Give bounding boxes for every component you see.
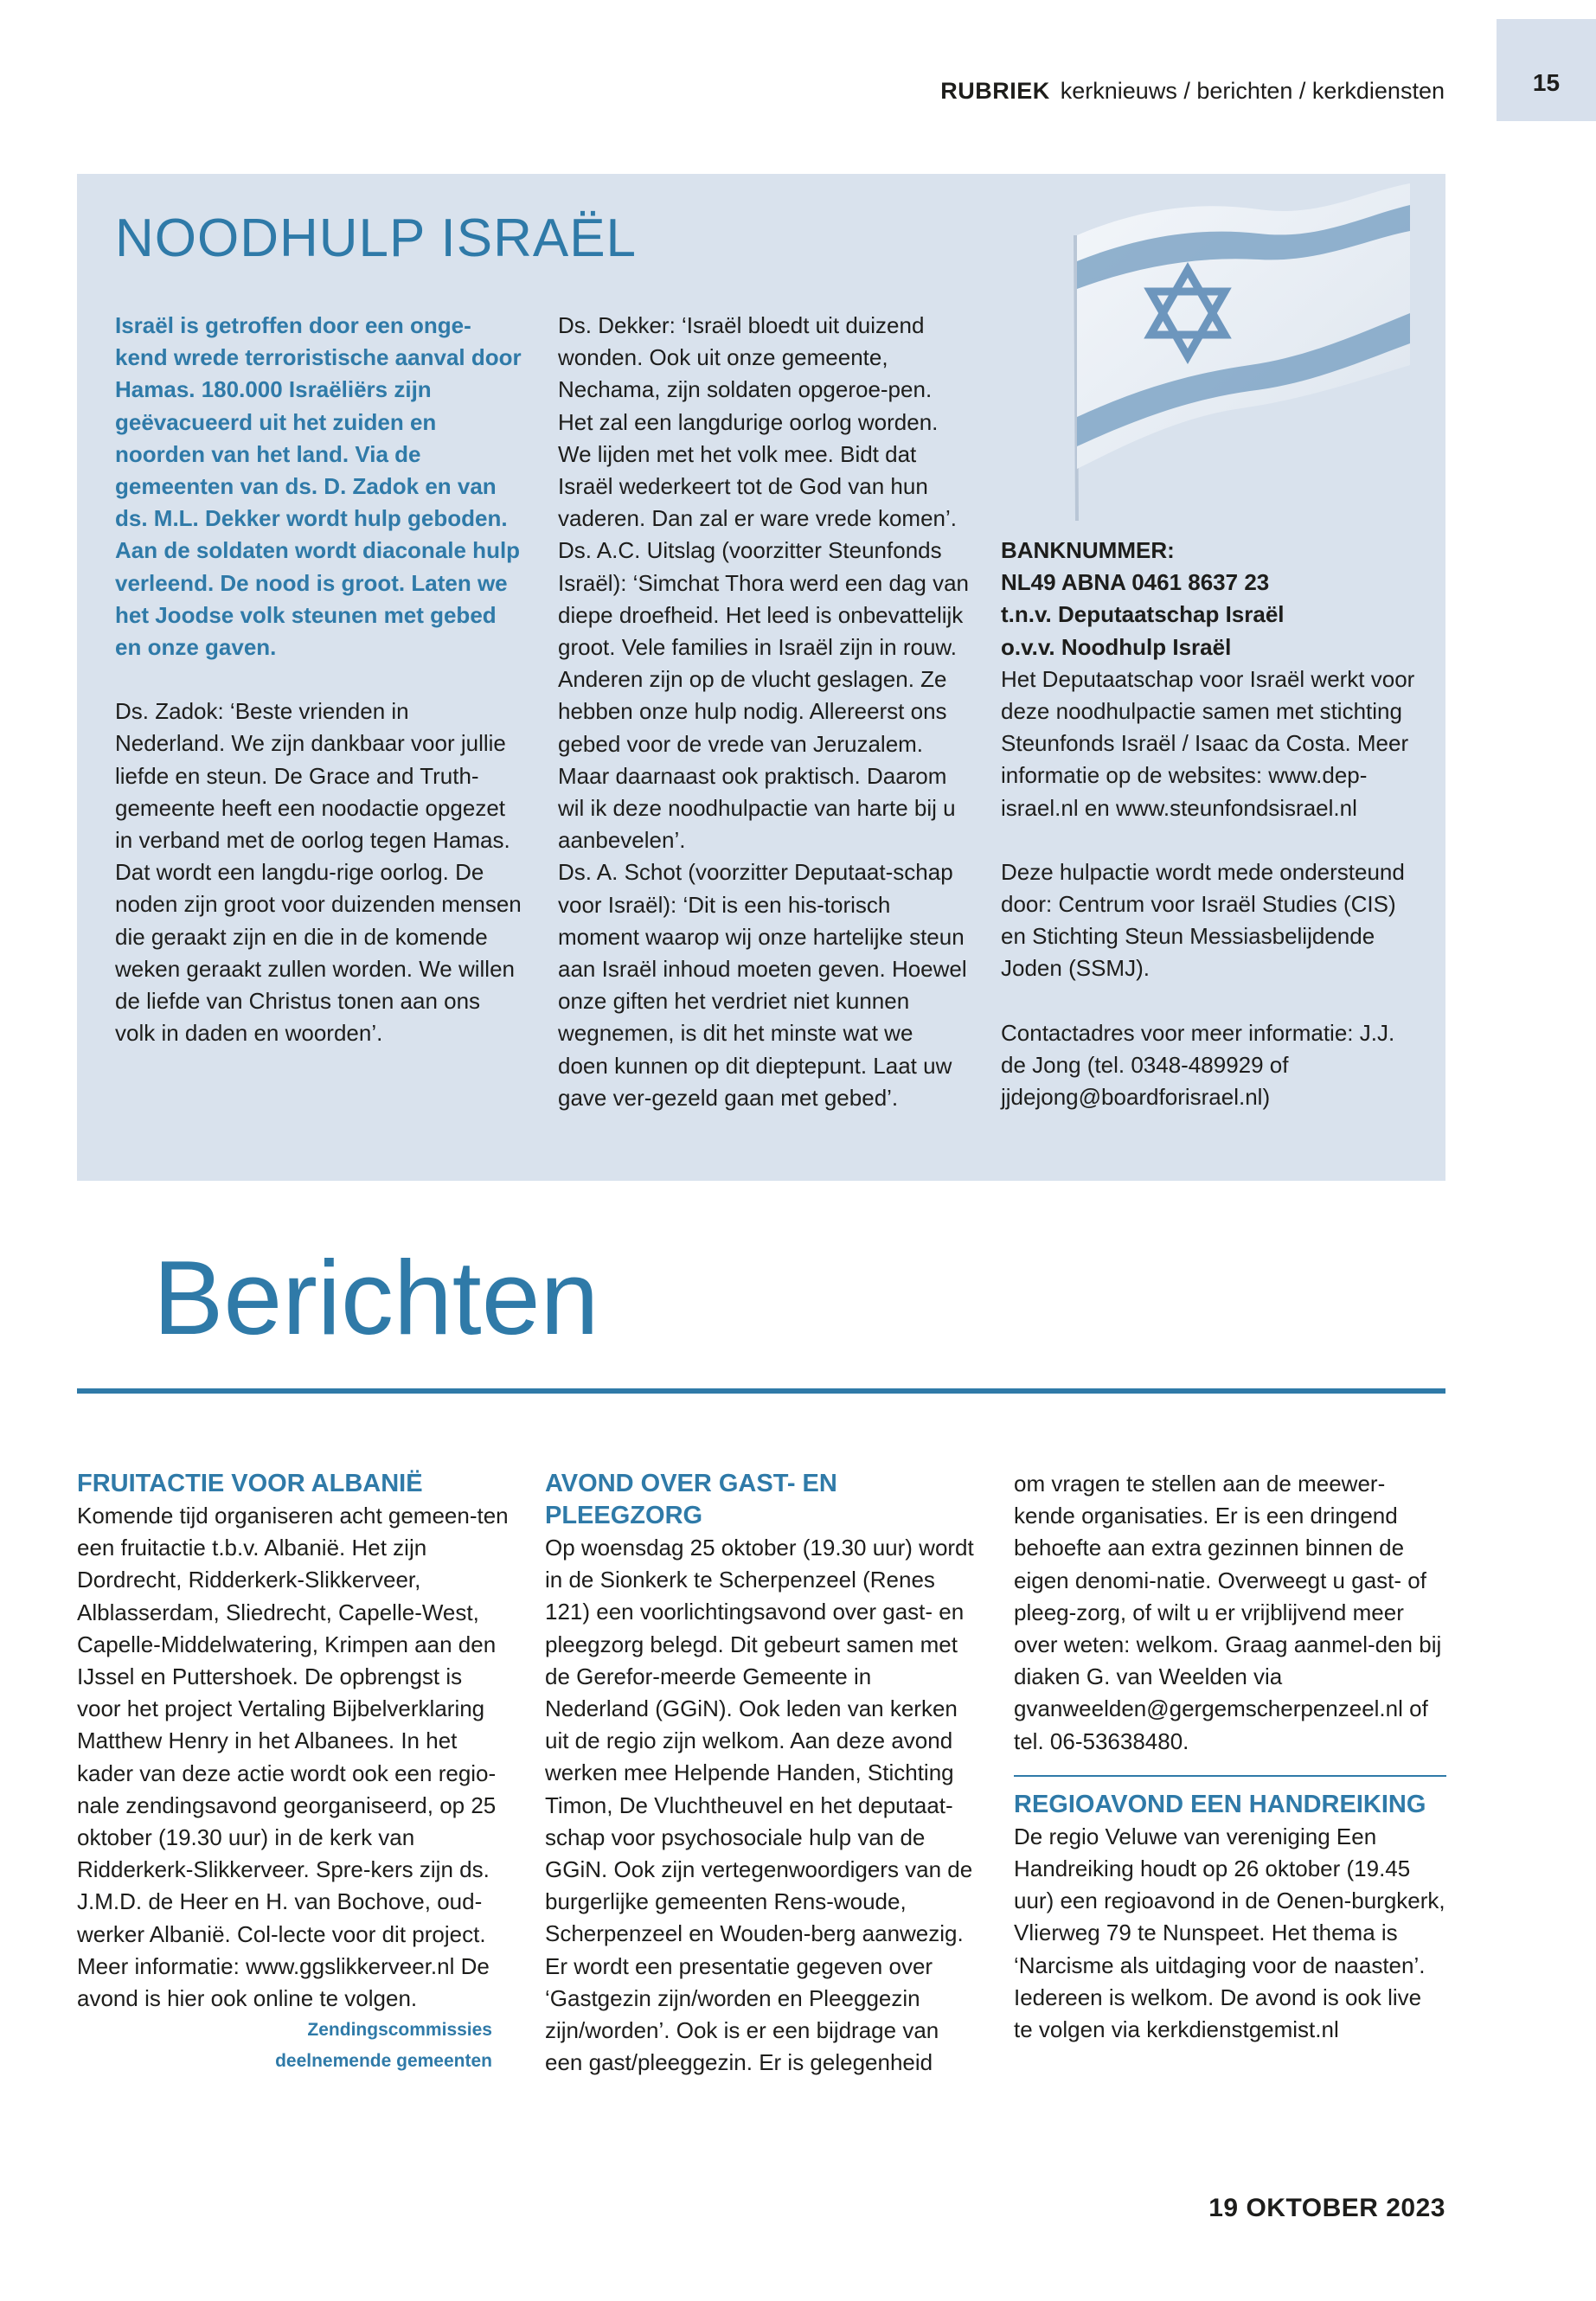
noodhulp-column-2: [558, 310, 969, 1114]
berichten-column-3: [1014, 1468, 1446, 2046]
noodhulp-column-1: [115, 310, 522, 1049]
bank-tnv: t.n.v. Deputaatschap Israël: [1001, 601, 1285, 628]
section-header: [865, 78, 1445, 105]
avond-heading: AVOND OVER GAST- EN PLEEGZORG: [545, 1470, 837, 1529]
avond-text-continued: om vragen te stellen aan de meewer-kende organisaties. Er is een dringend behoefte aan extra gezinnen binnen de eigen denomi-natie. Overweegt u gast- of pleeg-zorg, of wilt u er vrijblijvend meer over weten: welkom. Graag aanmel-den bij diaken G. van Weelden via gvanweelden@gergemscherpenzeel.nl of tel. 06-53638480.: [1014, 1471, 1442, 1754]
regio-text: De regio Veluwe van vereniging Een Handreiking houdt op 26 oktober (19.45 uur) een regioavond in de Oenen-burgkerk, Vlierweg 79 te Nunspeet. Het thema is ‘Narcisme als uitdaging voor de naasten’. Iedereen is welkom. De avond is ook live te volgen via kerkdienstgemist.nl: [1014, 1823, 1445, 2043]
section-divider: [77, 1388, 1445, 1394]
rubriek-label: RUBRIEK: [940, 78, 1050, 104]
quote-dekker: Ds. Dekker: ‘Israël bloedt uit duizend wonden. Ook uit onze gemeente, Nechama, zijn soldaten opgeroe-pen. Het zal een langdurige oorlog worden. We lijden met het volk mee. Bidt dat Israël wederkeert tot de God van hun vaderen. Dan zal er ware vrede komen’.: [558, 312, 958, 532]
issue-date: 19 OKTOBER 2023: [1208, 2194, 1445, 2222]
bank-text: Het Deputaatschap voor Israël werkt voor deze noodhulpactie samen met stichting Steunfonds Israël / Isaac da Costa. Meer informatie op de websites: www.dep-israel.nl en www.steunfondsisrael.nl: [1001, 665, 1415, 821]
berichten-title: Berichten: [153, 1239, 599, 1356]
contact-text: Contactadres voor meer informatie: J.J. de Jong (tel. 0348-489929 of jjdejong@boardforisrael.nl): [1001, 1019, 1395, 1111]
regio-heading: REGIOAVOND EEN HANDREIKING: [1014, 1790, 1426, 1818]
support-text: Deze hulpactie wordt mede ondersteund door: Centrum voor Israël Studies (CIS) en Stichting Steun Messiasbelijdende Joden (SSMJ).: [1001, 858, 1405, 982]
page-number: 15: [1532, 69, 1561, 96]
israel-flag-icon: [1068, 183, 1414, 529]
fruit-signature-1: Zendingscommissies: [307, 2020, 492, 2041]
noodhulp-column-3: [1001, 535, 1425, 1113]
section-path: kerknieuws / berichten / kerkdiensten: [1060, 78, 1445, 104]
bank-label: BANKNUMMER:: [1001, 537, 1175, 563]
fruit-heading: FRUITACTIE VOOR ALBANIË: [77, 1470, 423, 1497]
berichten-column-1: [77, 1468, 510, 2077]
article-divider: [1014, 1775, 1446, 1777]
quote-zadok: Ds. Zadok: ‘Beste vrienden in Nederland. We zijn dankbaar voor jullie liefde en steun. De Grace and Truth-gemeente heeft een noodactie opgezet in verband met de oorlog tegen Hamas. Dat wordt een langdu-rige oorlog. De noden zijn groot voor duizenden mensen die geraakt zijn en die in de komende weken geraakt zullen worden. We willen de liefde van Christus tonen aan ons volk in daden en woorden’.: [115, 698, 522, 1047]
quote-schot: Ds. A. Schot (voorzitter Deputaat-schap voor Israël): ‘Dit is een his-torisch moment waarop wij onze hartelijke steun aan Israël inhoud moeten geven. Hoewel onze giften het verdriet niet kunnen wegnemen, is dit het minste wat we doen kunnen op dit dieptepunt. Laat uw gave ver-gezeld gaan met gebed’.: [558, 859, 967, 1111]
berichten-column-2: [545, 1468, 977, 2079]
bank-ovv: o.v.v. Noodhulp Israël: [1001, 633, 1232, 660]
avond-text: Op woensdag 25 oktober (19.30 uur) wordt in de Sionkerk te Scherpenzeel (Renes 121) een voorlichtingsavond over gast- en pleegzorg belegd. Dit gebeurt samen met de Gerefor-meerde Gemeente in Nederland (GGiN). Ook leden van kerken uit de regio zijn welkom. Aan deze avond werken mee Helpende Handen, Stichting Timon, De Vluchtheuvel en het deputaat-schap voor psychosociale hulp van de GGiN. Ook zijn vertegenwoordigers van de burgerlijke gemeenten Rens-woude, Scherpenzeel en Wouden-berg aanwezig. Er wordt een presentatie gegeven over ‘Gastgezin zijn/worden en Pleeggezin zijn/worden’. Ook is er een bijdrage van een gast/pleeggezin. Er is gelegenheid: [545, 1535, 974, 2076]
noodhulp-intro: Israël is getroffen door een onge-kend wrede terroristische aanval door Hamas. 180.000 Israëliërs zijn geëvacueerd uit het zuiden en noorden van het land. Via de gemeenten van ds. D. Zadok en van ds. M.L. Dekker wordt hulp geboden. Aan de soldaten wordt diaconale hulp verleend. De nood is groot. Laten we het Joodse volk steunen met gebed en onze gaven.: [115, 312, 522, 661]
fruit-signature-2: deelnemende gemeenten: [275, 2051, 492, 2072]
bank-number: NL49 ABNA 0461 8637 23: [1001, 569, 1270, 596]
fruit-text: Komende tijd organiseren acht gemeen-ten een fruitactie t.b.v. Albanië. Het zijn Dordrecht, Ridderkerk-Slikkerveer, Alblasserdam, Sliedrecht, Capelle-West, Capelle-Middelwatering, Krimpen aan den IJssel en Puttershoek. De opbrengst is voor het project Vertaling Bijbelverklaring Matthew Henry in het Albanees. In het kader van deze actie wordt ook een regio-nale zendingsavond georganiseerd, op 25 oktober (19.30 uur) in de kerk van Ridderkerk-Slikkerveer. Spre-kers zijn ds. J.M.D. de Heer en H. van Bochove, oud-werker Albanië. Col-lecte voor dit project. Meer informatie: www.ggslikkerveer.nl De avond is hier ook online te volgen.: [77, 1503, 509, 2012]
quote-uitslag: Ds. A.C. Uitslag (voorzitter Steunfonds Israël): ‘Simchat Thora werd een dag van diepe droefheid. Het leed is onbevattelijk groot. Vele families in Israël zijn in rouw. Anderen zijn op de vlucht geslagen. Ze hebben onze hulp nodig. Allereerst ons gebed voor de vrede van Jeruzalem. Maar daarnaast ook praktisch. Daarom wil ik deze noodhulpactie van harte bij u aanbevelen’.: [558, 537, 969, 854]
noodhulp-title: NOODHULP ISRAËL: [115, 208, 638, 268]
